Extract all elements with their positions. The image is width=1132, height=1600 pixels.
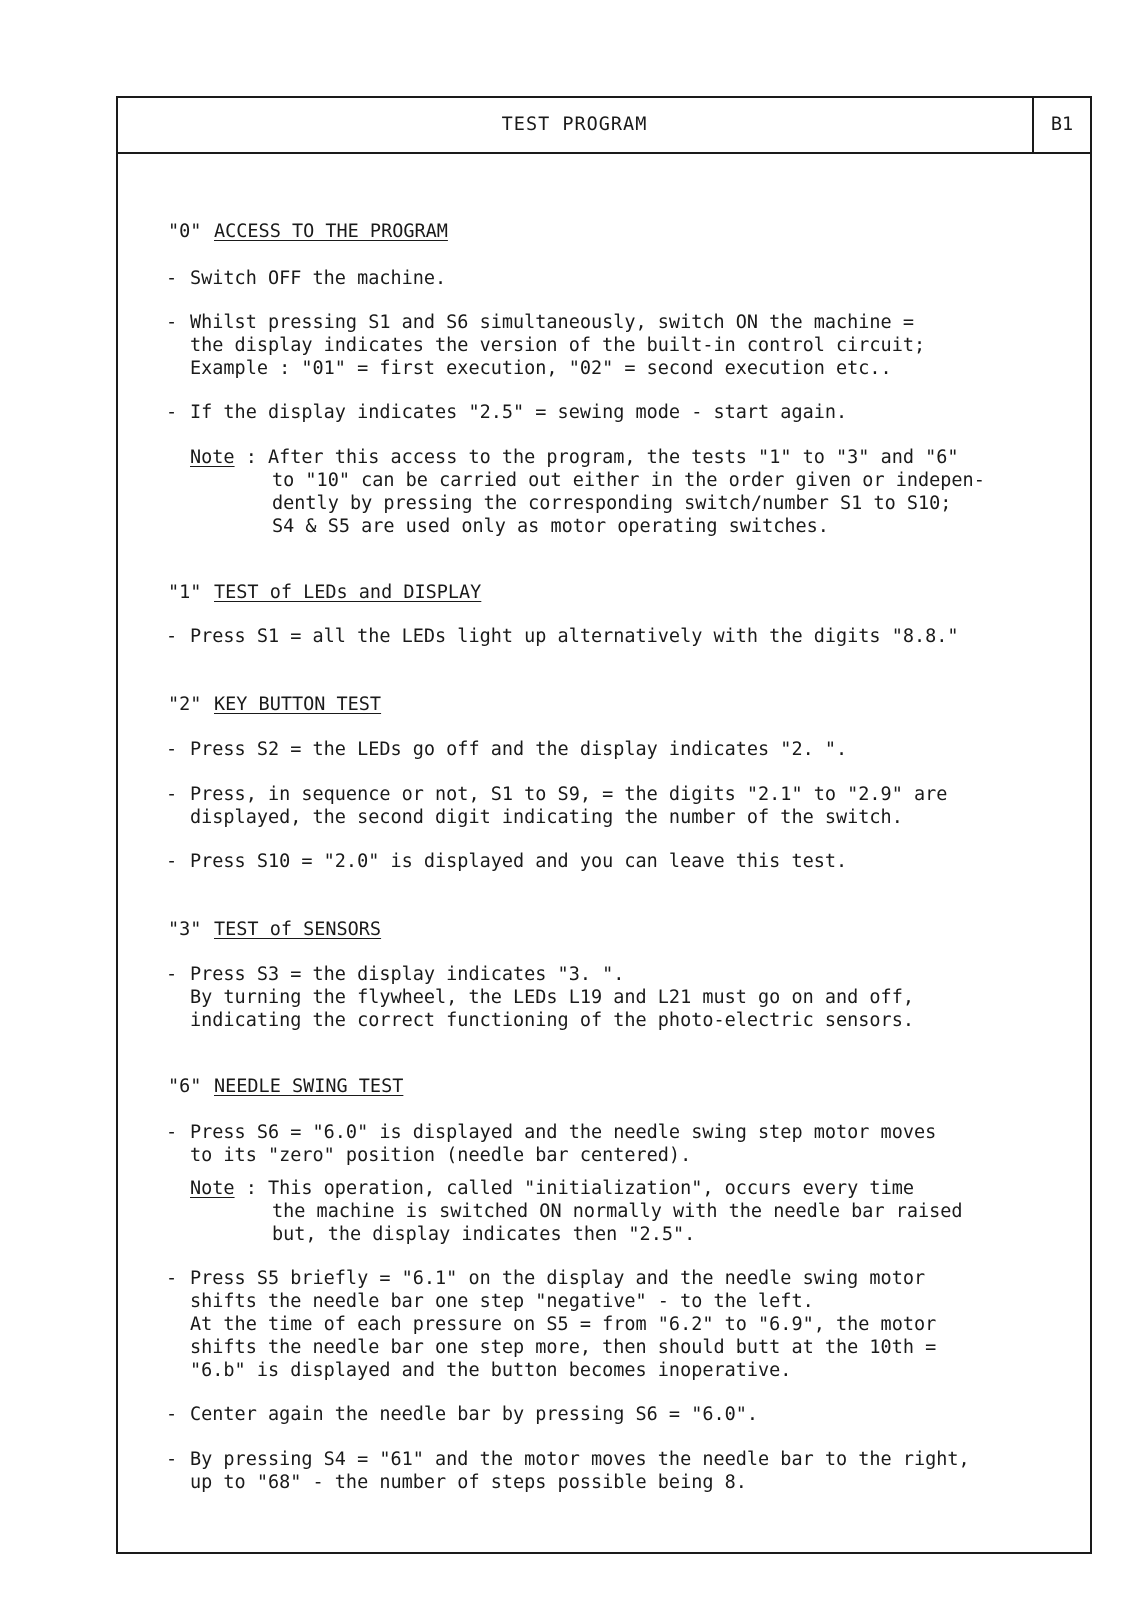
section-title: KEY BUTTON TEST bbox=[214, 694, 382, 715]
item-line: - Press S2 = the LEDs go off and the display indicates "2. ". bbox=[166, 739, 848, 760]
list-item bbox=[166, 1121, 1016, 1167]
section-title: TEST of LEDs and DISPLAY bbox=[214, 582, 482, 603]
note bbox=[190, 1177, 990, 1246]
item-line: - Press S5 briefly = "6.1" on the display and the needle swing motor bbox=[166, 1268, 926, 1289]
list-item bbox=[166, 267, 1016, 290]
page-frame bbox=[116, 96, 1092, 1554]
list-item bbox=[166, 1448, 1016, 1494]
section-1 bbox=[168, 581, 1068, 605]
note-line: Note : After this access to the program, the tests "1" to "3" and "6" bbox=[190, 447, 959, 468]
section-number: "2" bbox=[168, 694, 202, 715]
list-item bbox=[166, 1267, 1016, 1382]
note-line: Note : This operation, called "initialization", occurs every time bbox=[190, 1178, 914, 1199]
item-line: - By pressing S4 = "61" and the motor moves the needle bar to the right, bbox=[166, 1449, 970, 1470]
section-heading bbox=[168, 581, 1068, 605]
note-label: Note bbox=[190, 1178, 235, 1199]
item-line: Example : "01" = first execution, "02" = second execution etc.. bbox=[190, 358, 892, 379]
item-line: By turning the flywheel, the LEDs L19 and L21 must go on and off, bbox=[190, 987, 914, 1008]
note-line: to "10" can be carried out either in the order given or indepen- bbox=[272, 470, 985, 491]
section-number: "0" bbox=[168, 221, 202, 242]
section-heading bbox=[168, 918, 1068, 942]
note-label: Note bbox=[190, 447, 235, 468]
item-line: - Whilst pressing S1 and S6 simultaneously, switch ON the machine = bbox=[166, 312, 914, 333]
item-line: - Press S1 = all the LEDs light up alternatively with the digits "8.8." bbox=[166, 626, 959, 647]
item-line: - Press, in sequence or not, S1 to S9, = the digits "2.1" to "2.9" are bbox=[166, 784, 948, 805]
list-item bbox=[166, 1403, 1016, 1426]
item-line: indicating the correct functioning of the photo-electric sensors. bbox=[190, 1010, 914, 1031]
item-line: - Press S10 = "2.0" is displayed and you can leave this test. bbox=[166, 851, 848, 872]
item-line: - Press S3 = the display indicates "3. ". bbox=[166, 964, 625, 985]
section-title: NEEDLE SWING TEST bbox=[214, 1076, 404, 1097]
list-item bbox=[166, 738, 1016, 761]
item-line: shifts the needle bar one step "negative" - to the left. bbox=[190, 1291, 814, 1312]
list-item bbox=[166, 850, 1016, 873]
note bbox=[190, 446, 990, 538]
list-item bbox=[166, 401, 1016, 424]
section-number: "1" bbox=[168, 582, 202, 603]
section-heading bbox=[168, 220, 1068, 244]
section-heading bbox=[168, 693, 1068, 717]
section-title: TEST of SENSORS bbox=[214, 919, 382, 940]
list-item bbox=[166, 963, 1016, 1032]
section-title: ACCESS TO THE PROGRAM bbox=[214, 221, 448, 242]
note-line: dently by pressing the corresponding switch/number S1 to S10; bbox=[272, 493, 952, 514]
section-0 bbox=[168, 220, 1068, 244]
item-line: shifts the needle bar one step more, then should butt at the 10th = bbox=[190, 1337, 937, 1358]
section-6 bbox=[168, 1075, 1068, 1099]
item-line: - If the display indicates "2.5" = sewing mode - start again. bbox=[166, 402, 848, 423]
section-2 bbox=[168, 693, 1068, 717]
note-line: S4 & S5 are used only as motor operating switches. bbox=[272, 516, 829, 537]
item-line: At the time of each pressure on S5 = from "6.2" to "6.9", the motor bbox=[190, 1314, 937, 1335]
section-3 bbox=[168, 918, 1068, 942]
section-number: "6" bbox=[168, 1076, 202, 1097]
note-line: the machine is switched ON normally with the needle bar raised bbox=[272, 1201, 963, 1222]
item-line: "6.b" is displayed and the button becomes inoperative. bbox=[190, 1360, 792, 1381]
item-line: - Press S6 = "6.0" is displayed and the needle swing step motor moves bbox=[166, 1122, 937, 1143]
section-heading bbox=[168, 1075, 1068, 1099]
item-line: to its "zero" position (needle bar centered). bbox=[190, 1145, 692, 1166]
item-line: displayed, the second digit indicating the number of the switch. bbox=[190, 807, 903, 828]
page-header bbox=[118, 98, 1090, 154]
item-line: - Center again the needle bar by pressing S6 = "6.0". bbox=[166, 1404, 759, 1425]
note-line: but, the display indicates then "2.5". bbox=[272, 1224, 696, 1245]
page-title: TEST PROGRAM bbox=[501, 114, 648, 135]
item-line: the display indicates the version of the built-in control circuit; bbox=[190, 335, 926, 356]
item-line: up to "68" - the number of steps possible being 8. bbox=[190, 1472, 747, 1493]
section-number: "3" bbox=[168, 919, 202, 940]
list-item bbox=[166, 783, 1016, 829]
list-item bbox=[166, 625, 1016, 648]
item-line: - Switch OFF the machine. bbox=[166, 268, 447, 289]
list-item bbox=[166, 311, 1016, 380]
page-code: B1 bbox=[1032, 98, 1090, 152]
